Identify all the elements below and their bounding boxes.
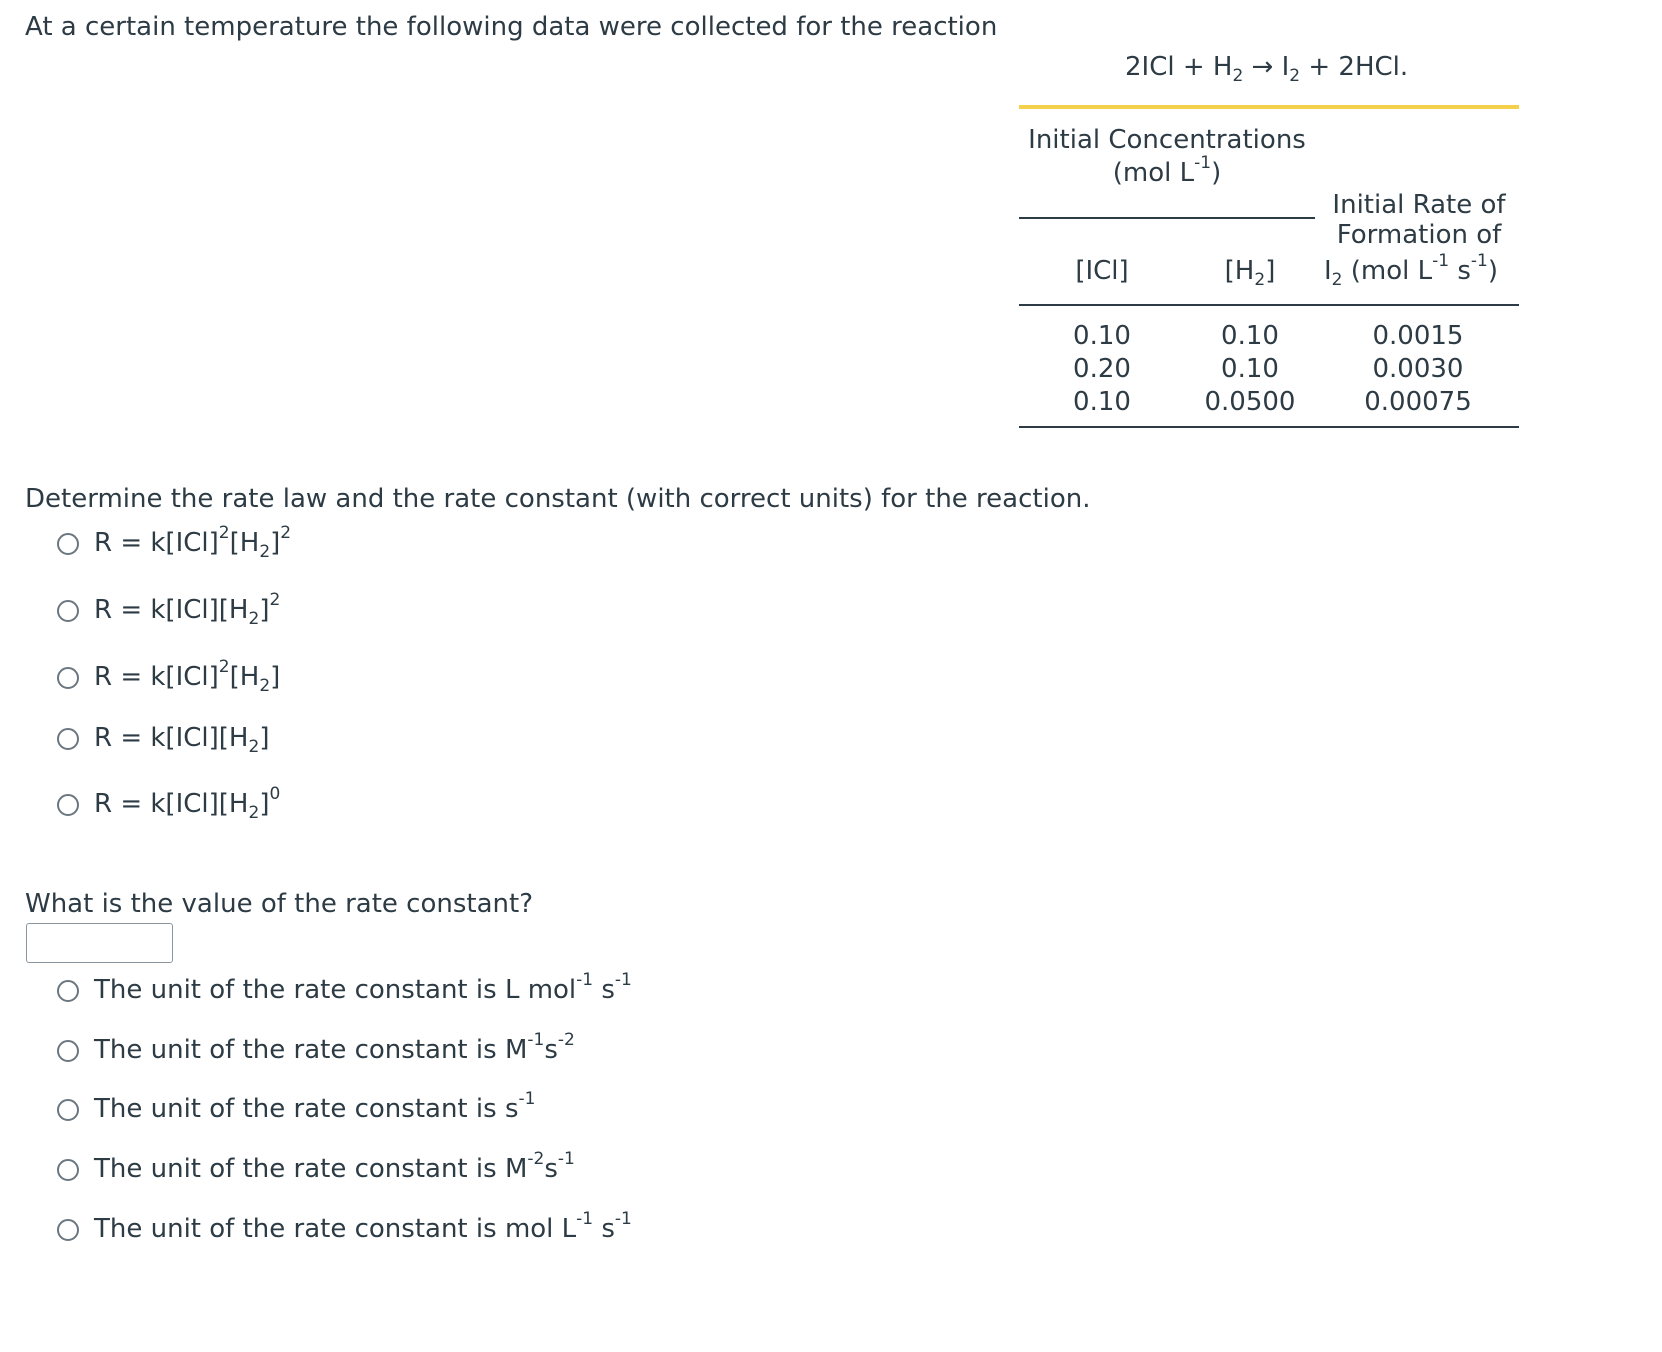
rate-law-exp: 2 <box>218 522 230 543</box>
rate-law-prefix: R = k[ICl] <box>94 595 219 625</box>
unit-option-3 <box>94 1088 536 1124</box>
col-h2-values <box>1190 320 1310 419</box>
unit-sup: -1 <box>557 1148 575 1169</box>
intro-text: At a certain temperature the following data were collected for the reaction <box>25 12 998 42</box>
table-cell: 0.00075 <box>1364 387 1472 417</box>
equation-rhs: I <box>1281 52 1290 82</box>
col-header-h2 <box>1200 256 1300 291</box>
rate-law-radio-1[interactable] <box>57 533 79 555</box>
unit-stem: The unit of the rate constant is <box>94 975 497 1005</box>
equation-rhs-sub: 2 <box>1289 66 1301 87</box>
unit-part: s <box>504 1094 519 1124</box>
rate-law-exp: 2 <box>269 589 281 610</box>
equation-lhs-sub: 2 <box>1232 66 1244 87</box>
rate-header-line1: Initial Rate of <box>1332 190 1506 220</box>
rate-law-h2: [H <box>229 662 260 692</box>
table-accent-rule <box>1019 105 1519 109</box>
unit-stem: The unit of the rate constant is <box>94 1035 497 1065</box>
unit-sup: -1 <box>576 1208 594 1229</box>
unit-stem: The unit of the rate constant is <box>94 1154 497 1184</box>
reaction-equation <box>1125 52 1409 87</box>
unit-part: s <box>544 1154 558 1184</box>
table-cell: 0.10 <box>1221 321 1279 351</box>
group-header-unit: (mol L <box>1112 158 1195 188</box>
rate-header-s: s <box>1457 256 1471 286</box>
group-header-line1: Initial Concentrations <box>1028 125 1306 155</box>
unit-sup: -1 <box>614 969 632 990</box>
rate-law-option-2 <box>94 589 281 630</box>
rate-header-unit: (mol L <box>1350 256 1433 286</box>
unit-part: M <box>504 1154 528 1184</box>
rate-header-sub: 2 <box>1331 270 1343 291</box>
unit-radio-3[interactable] <box>57 1099 79 1121</box>
unit-sup: -1 <box>614 1208 632 1229</box>
unit-part: s <box>544 1035 558 1065</box>
rate-law-option-3 <box>94 656 281 697</box>
unit-part: M <box>504 1035 528 1065</box>
rate-law-h2: [H <box>218 723 249 753</box>
rate-law-sub: 2 <box>248 609 260 630</box>
rate-law-prefix: R = k[ICl] <box>94 723 219 753</box>
unit-radio-4[interactable] <box>57 1159 79 1181</box>
rate-header-sup2: -1 <box>1470 250 1488 271</box>
rate-law-option-1 <box>94 522 292 563</box>
rate-header-line2: Formation of <box>1336 220 1502 250</box>
rate-law-option-4 <box>94 723 270 758</box>
unit-part: mol L <box>504 1214 577 1244</box>
rate-law-radio-2[interactable] <box>57 600 79 622</box>
unit-option-4 <box>94 1148 575 1184</box>
unit-part: s <box>601 975 615 1005</box>
rate-header-sup1: -1 <box>1432 250 1450 271</box>
rate-header-line3 <box>1324 250 1498 291</box>
rate-law-close: ] <box>270 528 281 558</box>
unit-sup: -1 <box>518 1088 536 1109</box>
group-header-line2 <box>1019 152 1315 190</box>
rate-law-exp: 2 <box>218 656 230 677</box>
question-rate-law: Determine the rate law and the rate constant (with correct units) for the reaction. <box>25 484 1091 514</box>
rate-law-exp: 2 <box>280 522 292 543</box>
rate-header-i: I <box>1324 256 1332 286</box>
col-h2-sub: 2 <box>1254 270 1266 291</box>
unit-part: s <box>601 1214 615 1244</box>
equation-rhs-rest: + 2HCl. <box>1308 52 1409 82</box>
rate-law-prefix: R = k[ICl] <box>94 789 219 819</box>
unit-stem: The unit of the rate constant is <box>94 1214 497 1244</box>
col-icl-values <box>1052 320 1152 419</box>
unit-radio-2[interactable] <box>57 1040 79 1062</box>
col-header-icl: [ICl] <box>1075 256 1129 286</box>
table-cell: 0.20 <box>1073 354 1131 384</box>
rate-law-sub: 2 <box>248 737 260 758</box>
unit-radio-1[interactable] <box>57 980 79 1002</box>
rate-law-sub: 2 <box>259 676 271 697</box>
table-cell: 0.10 <box>1073 387 1131 417</box>
rate-law-prefix: R = k[ICl] <box>94 528 219 558</box>
unit-part: L mol <box>504 975 577 1005</box>
rate-law-close: ] <box>259 723 270 753</box>
header-bottom-rule <box>1019 304 1519 306</box>
rate-law-close: ] <box>259 595 270 625</box>
rate-law-close: ] <box>270 662 281 692</box>
table-cell: 0.10 <box>1221 354 1279 384</box>
rate-law-close: ] <box>259 789 270 819</box>
unit-sup: -1 <box>527 1029 545 1050</box>
rate-law-prefix: R = k[ICl] <box>94 662 219 692</box>
col-rate-values <box>1348 320 1488 419</box>
table-cell: 0.10 <box>1073 321 1131 351</box>
unit-stem: The unit of the rate constant is <box>94 1094 497 1124</box>
unit-sup: -1 <box>576 969 594 990</box>
rate-law-h2: [H <box>229 528 260 558</box>
unit-sup: -2 <box>527 1148 545 1169</box>
question-rate-constant: What is the value of the rate constant? <box>25 889 533 919</box>
rate-law-sub: 2 <box>248 803 260 824</box>
unit-option-5 <box>94 1208 632 1244</box>
equation-lhs: 2ICl + H <box>1125 52 1233 82</box>
rate-law-h2: [H <box>218 595 249 625</box>
rate-header-close: ) <box>1487 256 1498 286</box>
group-header <box>1019 124 1315 190</box>
unit-option-2 <box>94 1029 575 1065</box>
rate-law-sub: 2 <box>259 542 271 563</box>
unit-option-1 <box>94 969 632 1005</box>
rate-law-radio-5[interactable] <box>57 794 79 816</box>
rate-law-exp-zero: 0 <box>269 783 281 804</box>
arrow-icon: → <box>1251 52 1274 82</box>
rate-header <box>1319 190 1519 250</box>
group-header-close: ) <box>1211 158 1222 188</box>
table-bottom-rule <box>1019 426 1519 428</box>
group-header-rule <box>1019 217 1315 219</box>
rate-law-h2: [H <box>218 789 249 819</box>
rate-law-radio-3[interactable] <box>57 667 79 689</box>
table-cell: 0.0030 <box>1372 354 1464 384</box>
rate-law-radio-4[interactable] <box>57 728 79 750</box>
unit-radio-5[interactable] <box>57 1219 79 1241</box>
col-h2-close: ] <box>1265 256 1276 286</box>
group-header-sup: -1 <box>1194 152 1212 173</box>
table-cell: 0.0015 <box>1372 321 1464 351</box>
col-h2-open: [H <box>1224 256 1255 286</box>
rate-law-option-5 <box>94 783 281 824</box>
unit-sup: -2 <box>557 1029 575 1050</box>
rate-constant-input[interactable] <box>26 923 173 963</box>
table-cell: 0.0500 <box>1204 387 1296 417</box>
